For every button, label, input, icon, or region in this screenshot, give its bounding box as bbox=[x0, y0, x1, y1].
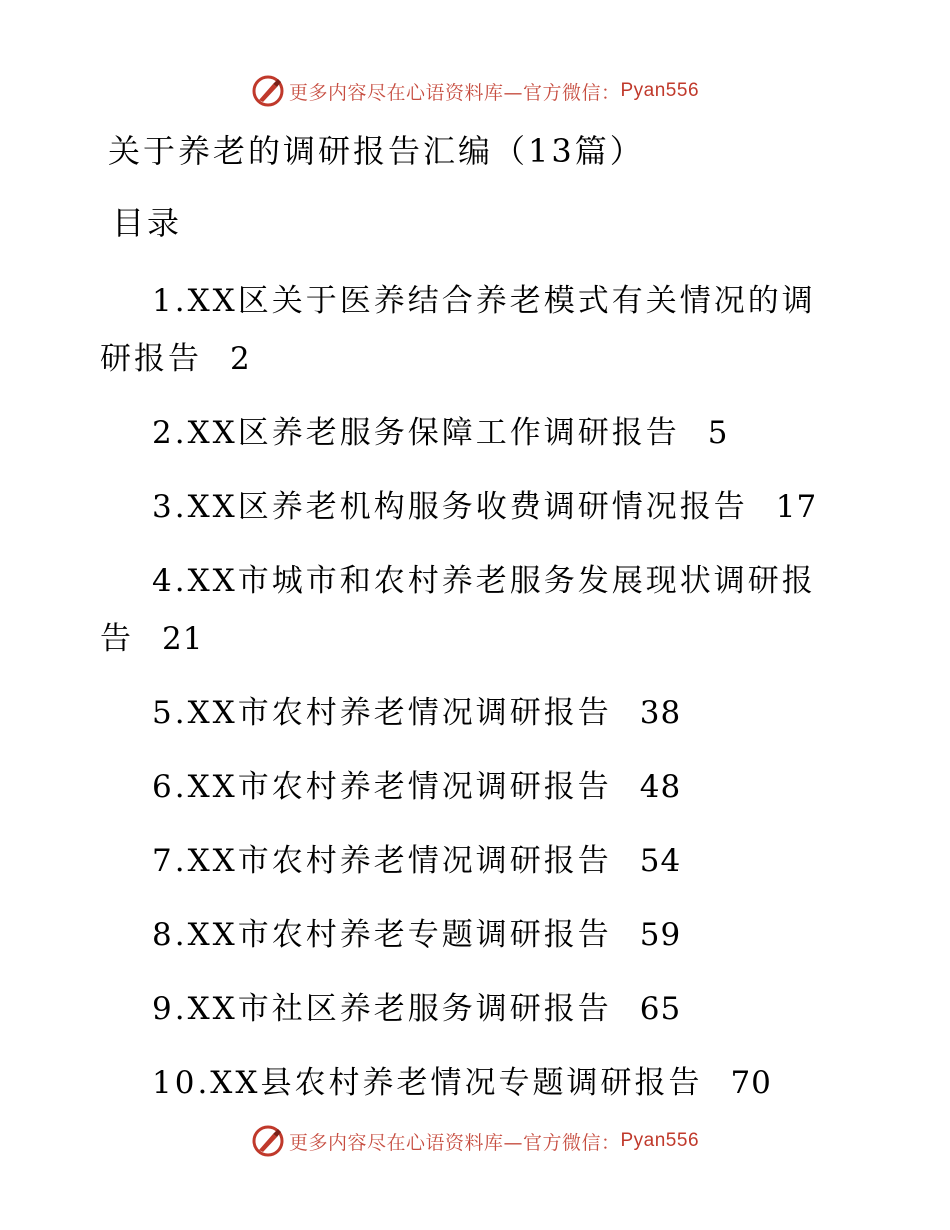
toc-entry-page: 21 bbox=[162, 621, 204, 657]
brush-logo-icon bbox=[251, 1124, 285, 1158]
toc-entry-page: 2 bbox=[230, 341, 251, 377]
toc-entry-page: 17 bbox=[775, 489, 818, 525]
toc-entry-label: 1.XX区关于医养结合养老模式有关情况的调研报告 bbox=[100, 283, 816, 377]
watermark-text: 更多内容尽在心语资料库—官方微信： bbox=[288, 81, 621, 104]
toc-entry-page: 70 bbox=[730, 1065, 772, 1101]
toc-entry[interactable] bbox=[100, 404, 848, 462]
toc-entry-label: 8.XX市农村养老专题调研报告 bbox=[152, 917, 612, 953]
watermark-wechat-id: Pyan556 bbox=[620, 80, 700, 101]
toc-entry[interactable] bbox=[100, 272, 848, 388]
watermark-header bbox=[0, 74, 950, 108]
document-title: 关于养老的调研报告汇编（13篇） bbox=[108, 132, 645, 170]
toc-entry-page: 65 bbox=[639, 991, 682, 1027]
toc-entry-label: 10.XX县农村养老情况专题调研报告 bbox=[152, 1065, 703, 1101]
toc-entry-label: 5.XX市农村养老情况调研报告 bbox=[152, 695, 612, 731]
toc-entry-page: 54 bbox=[639, 843, 682, 879]
toc-entry-page: 59 bbox=[639, 917, 682, 953]
toc-entry-label: 4.XX市城市和农村养老服务发展现状调研报告 bbox=[100, 563, 816, 657]
toc-entry[interactable] bbox=[100, 684, 848, 742]
table-of-contents bbox=[100, 272, 848, 1128]
toc-entry[interactable] bbox=[100, 552, 848, 668]
toc-entry-label: 9.XX市社区养老服务调研报告 bbox=[152, 991, 612, 1027]
toc-entry-label: 6.XX市农村养老情况调研报告 bbox=[152, 769, 612, 805]
toc-entry[interactable] bbox=[100, 980, 848, 1038]
toc-entry-page: 5 bbox=[707, 415, 729, 451]
toc-heading: 目录 bbox=[112, 204, 183, 242]
toc-entry-page: 38 bbox=[639, 695, 682, 731]
watermark-wechat-id: Pyan556 bbox=[620, 1130, 700, 1151]
toc-entry[interactable] bbox=[100, 1054, 848, 1112]
toc-entry-label: 3.XX区养老机构服务收费调研情况报告 bbox=[152, 489, 748, 525]
toc-entry[interactable] bbox=[100, 832, 848, 890]
brush-logo-icon bbox=[251, 74, 285, 108]
toc-entry-page: 48 bbox=[639, 769, 682, 805]
toc-entry[interactable] bbox=[100, 478, 848, 536]
toc-entry[interactable] bbox=[100, 758, 848, 816]
toc-entry-label: 7.XX市农村养老情况调研报告 bbox=[152, 843, 612, 879]
toc-entry[interactable] bbox=[100, 906, 848, 964]
toc-entry-label: 2.XX区养老服务保障工作调研报告 bbox=[152, 415, 680, 451]
watermark-text: 更多内容尽在心语资料库—官方微信： bbox=[288, 1131, 621, 1154]
watermark-footer bbox=[0, 1124, 950, 1158]
